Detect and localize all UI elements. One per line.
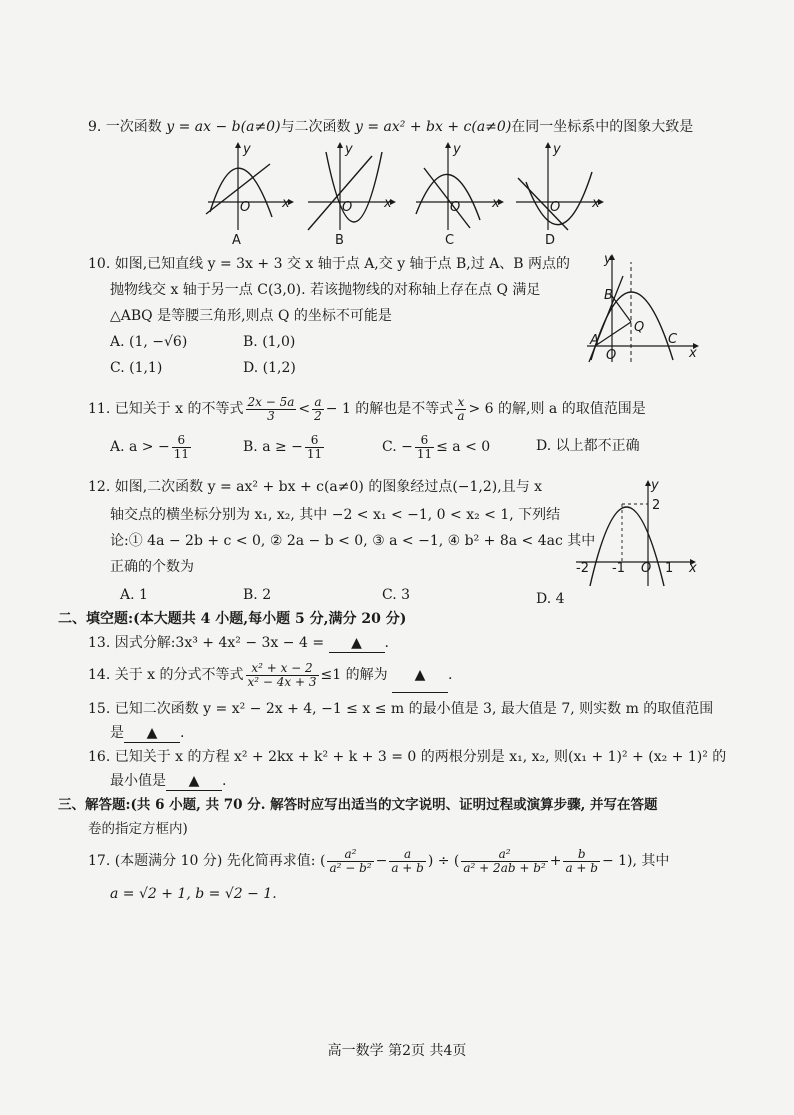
q11-frac2-num: a	[312, 396, 324, 410]
q12-line4: 正确的个数为	[110, 559, 194, 575]
q12-fig-label-neg2: -2	[576, 561, 589, 576]
q13-end: .	[384, 635, 389, 651]
q11-option-b[interactable]	[243, 432, 326, 462]
q11-post: > 6 的解,则 a 的取值范围是	[468, 401, 646, 417]
q9b-origin: O	[342, 200, 353, 215]
q9-stem	[88, 118, 693, 136]
q17-line2: a = √2 + 1, b = √2 − 1.	[110, 886, 277, 902]
q11-frac2-den: 2	[314, 408, 322, 423]
page-footer: 高一数学 第2页 共4页	[327, 1043, 467, 1059]
q9-text-a: 一次函数	[105, 119, 162, 135]
q17-frac2-den: a + b	[391, 860, 424, 875]
q10-option-c[interactable]: C. (1,1)	[110, 360, 163, 376]
q10-figure	[585, 250, 700, 365]
q9-eq2: y = ax² + bx + c(a≠0)	[355, 119, 512, 135]
q11-frac3-den: a	[457, 408, 465, 423]
q9-option-c-label[interactable]: C	[445, 233, 455, 248]
q11-frac2	[312, 396, 324, 423]
q9-option-a-label[interactable]: A	[232, 233, 241, 248]
q17-post: − 1), 其中	[601, 853, 670, 869]
q9b-y-label: y	[345, 142, 353, 157]
q9a-x-label: x	[282, 196, 290, 211]
q12-line2: 轴交点的横坐标分别为 x₁, x₂, 其中 −2 < x₁ < −1, 0 < x₂ < 1, 下列结	[110, 507, 561, 523]
q17-stem	[88, 843, 669, 879]
q14-frac	[246, 662, 319, 689]
q10-option-b[interactable]: B. (1,0)	[243, 334, 296, 350]
q17-frac1	[327, 848, 373, 875]
q15-line2	[110, 724, 184, 743]
q9-number: 9.	[88, 119, 102, 135]
q11-option-a-num: 6	[172, 434, 191, 448]
q11-lt: <	[298, 401, 311, 417]
q12-option-d[interactable]: D. 4	[536, 591, 565, 607]
q11-option-a-text: A. a > −	[110, 439, 170, 455]
q14-pre: 14. 关于 x 的分式不等式	[88, 667, 244, 683]
q11-option-c-text: C. −	[382, 439, 413, 455]
q17-div: ) ÷ (	[427, 853, 460, 869]
q17-frac1-num: a²	[327, 848, 373, 862]
q17-frac2	[389, 848, 426, 875]
q9d-x-label: x	[592, 196, 600, 211]
q11-frac3-num: x	[455, 396, 466, 410]
q9-option-b-label[interactable]: B	[335, 233, 344, 248]
q16-answer-blank[interactable]: ▲	[166, 772, 222, 791]
q9b-x-label: x	[384, 196, 392, 211]
q12-line3: 论:① 4a − 2b + c < 0, ② 2a − b < 0, ③ a < −1, ④ b² + 8a < 4ac 其中	[110, 533, 596, 549]
q11-option-a-den: 11	[173, 446, 189, 461]
q10-option-a[interactable]: A. (1, −√6)	[110, 334, 188, 350]
q11-option-c-post: ≤ a < 0	[436, 439, 491, 455]
q17-frac4-num: b	[563, 848, 600, 862]
q11-option-b-text: B. a ≥ −	[243, 439, 303, 455]
q9-eq1: y = ax − b(a≠0)	[166, 119, 281, 135]
q12-line1: 12. 如图,二次函数 y = ax² + bx + c(a≠0) 的图象经过点(−1,2),且与 x	[88, 479, 543, 495]
q10-fig-q: Q	[634, 320, 645, 335]
q11-mid: − 1 的解也是不等式	[325, 401, 454, 417]
q9-text-c: 在同一坐标系中的图象大致是	[511, 119, 694, 135]
q11-option-c-num: 6	[415, 434, 434, 448]
q11-option-a[interactable]	[110, 432, 193, 462]
q17-pre: 17. (本题满分 10 分) 先化简再求值: (	[88, 853, 326, 869]
q11-option-b-num: 6	[305, 434, 324, 448]
q11-frac1	[246, 396, 297, 423]
q16-line1: 16. 已知关于 x 的方程 x² + 2kx + k² + k + 3 = 0 的两根分别是 x₁, x₂, 则(x₁ + 1)² + (x₂ + 1)² 的	[88, 749, 727, 765]
q11-option-c-den: 11	[416, 446, 433, 461]
q9d-y-label: y	[553, 142, 561, 157]
q9c-x-label: x	[492, 196, 500, 211]
q10-fig-c: C	[668, 332, 678, 347]
q11-option-a-frac	[172, 434, 191, 461]
q12-fig-label-2: 2	[652, 498, 661, 513]
q9-option-d-label[interactable]: D	[545, 233, 556, 248]
section3-heading: 三、解答题:(共 6 小题, 共 70 分. 解答时应写出适当的文字说明、证明过程或演算步骤, 并写在答题	[58, 797, 658, 813]
q17-frac1-den: a² − b²	[329, 860, 372, 875]
q17-plus: +	[549, 853, 562, 869]
q15-line1: 15. 已知二次函数 y = x² − 2x + 4, −1 ≤ x ≤ m 的最小值是 3, 最大值是 7, 则实数 m 的取值范围	[88, 701, 714, 717]
q17-frac4	[563, 848, 600, 875]
q10-line1: 10. 如图,已知直线 y = 3x + 3 交 x 轴于点 A,交 y 轴于点 B,过 A、B 两点的	[88, 256, 571, 272]
q12-fig-origin: O	[641, 561, 652, 576]
q10-fig-y: y	[604, 252, 612, 267]
q15-pre: 是	[110, 725, 124, 741]
q11-stem	[88, 394, 646, 424]
q12-option-c[interactable]: C. 3	[382, 587, 411, 603]
q17-frac3	[461, 848, 547, 875]
q9a-origin: O	[240, 200, 251, 215]
q9d-origin: O	[550, 200, 561, 215]
q13-text: 13. 因式分解:3x³ + 4x² − 3x − 4 =	[88, 635, 325, 651]
q10-option-d[interactable]: D. (1,2)	[243, 360, 296, 376]
q9c-origin: O	[450, 200, 461, 215]
q11-option-c-frac	[415, 434, 434, 461]
q16-line2	[110, 772, 226, 791]
q14-frac-num: x² + x − 2	[246, 662, 319, 676]
q14	[88, 658, 453, 693]
q17-minus: −	[375, 853, 388, 869]
q13	[88, 634, 389, 653]
q16-pre: 最小值是	[110, 773, 166, 789]
q16-end: .	[222, 773, 227, 789]
q12-option-a[interactable]: A. 1	[120, 587, 148, 603]
q14-end: .	[448, 667, 453, 683]
q14-post: ≤1 的解为	[320, 667, 388, 683]
q9c-y-label: y	[453, 142, 461, 157]
q10-fig-o: O	[606, 348, 617, 363]
q10-line2: 抛物线交 x 轴于另一点 C(3,0). 若该抛物线的对称轴上存在点 Q 满足	[110, 282, 541, 298]
q11-option-c[interactable]	[382, 432, 490, 462]
q12-fig-x: x	[689, 561, 697, 576]
section2-heading: 二、填空题:(本大题共 4 小题,每小题 5 分,满分 20 分)	[58, 611, 407, 627]
q11-frac3	[455, 396, 466, 423]
section3-heading-cont: 卷的指定方框内)	[88, 821, 188, 837]
q17-frac3-den: a² + 2ab + b²	[463, 860, 546, 875]
q12-figure	[572, 478, 702, 588]
q10-fig-a: A	[590, 333, 599, 348]
q11-option-b-den: 11	[306, 446, 323, 461]
q15-answer-blank[interactable]: ▲	[124, 724, 180, 743]
q15-end: .	[180, 725, 185, 741]
q12-fig-label-neg1: -1	[612, 561, 625, 576]
q17-frac2-num: a	[389, 848, 426, 862]
q9a-y-label: y	[243, 142, 251, 157]
q11-option-d[interactable]: D. 以上都不正确	[536, 438, 640, 454]
q14-answer-blank[interactable]: ▲	[392, 658, 448, 693]
q11-frac1-den: 3	[267, 408, 275, 423]
q10-fig-x: x	[689, 346, 697, 361]
q10-line3: △ABQ 是等腰三角形,则点 Q 的坐标不可能是	[110, 308, 392, 324]
q9-text-b: 与二次函数	[280, 119, 351, 135]
q12-fig-label-1: 1	[665, 561, 674, 576]
q11-option-b-frac	[305, 434, 324, 461]
q10-fig-b: B	[604, 288, 613, 303]
q17-frac3-num: a²	[461, 848, 547, 862]
q12-fig-y: y	[651, 478, 659, 493]
q11-frac1-num: 2x − 5a	[247, 394, 295, 409]
q17-frac4-den: a + b	[565, 860, 598, 875]
q11-pre: 11. 已知关于 x 的不等式	[88, 401, 244, 417]
q12-option-b[interactable]: B. 2	[243, 587, 272, 603]
q14-frac-den: x² − 4x + 3	[247, 674, 317, 689]
q13-answer-blank[interactable]: ▲	[329, 634, 385, 653]
